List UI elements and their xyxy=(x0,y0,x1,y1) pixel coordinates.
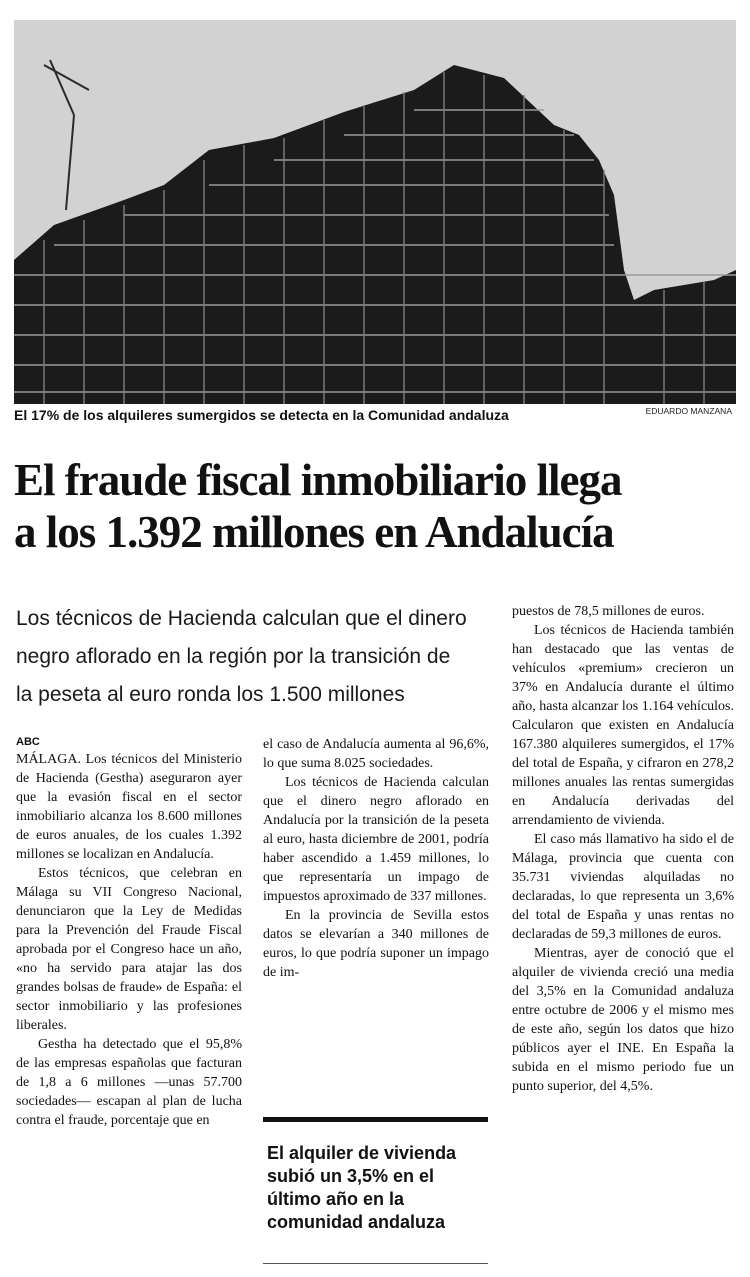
byline: ABC xyxy=(16,736,40,748)
subheadline-line: la peseta al euro ronda los 1.500 millones xyxy=(16,683,405,706)
paragraph: Los técnicos de Hacienda calculan que el dinero negro aflorado en Andalucía por la transición de la peseta al euro, hasta diciembre de 2001, podría haber ascendido a 1.459 millones, lo que representaría un impago de impuestos aproximado de 337 millones. xyxy=(263,775,489,904)
article-column-3 xyxy=(512,602,734,1096)
photo-credit: EDUARDO MANZANA xyxy=(645,406,732,416)
paragraph: Estos técnicos, que celebran en Málaga su VII Congreso Nacional, denunciaron que la Ley de Medidas para la Prevención del Fraude Fiscal aprobada por el Congreso hace un año, «no ha servido para atajar las dos grandes bolsas de fraude» de España: el sector inmobiliario y las profesiones liberales. xyxy=(16,866,242,1033)
headline xyxy=(14,454,739,558)
paragraph: El caso más llamativo ha sido el de Málaga, provincia que cuenta con 35.731 viviendas alquiladas no declaradas, lo que representa un 3,6% del total de España y unas rentas no declaradas de 59,3 millones de euros. xyxy=(512,832,734,942)
building-illustration xyxy=(14,20,736,404)
sidebar-box-title: El alquiler de vivienda subió un 3,5% en el último año en la comunidad andaluza xyxy=(267,1143,457,1232)
photo-caption: El 17% de los alquileres sumergidos se detecta en la Comunidad andaluza xyxy=(14,407,509,423)
paragraph: En la provincia de Sevilla estos datos se elevarían a 340 millones de euros, lo que podría suponer un impago de im- xyxy=(263,908,489,980)
sidebar-box-bottom-rule xyxy=(263,1263,488,1264)
paragraph: MÁLAGA. Los técnicos del Ministerio de Hacienda (Gestha) aseguraron ayer que la evasión fiscal en el sector inmobiliario alcanza los 8.600 millones de euros anuales, de los cuales 1.392 millones se localizan en Andalucía. xyxy=(16,752,242,862)
construction-photo xyxy=(14,20,736,404)
article-column-2 xyxy=(263,735,489,982)
subheadline-line: negro aflorado en la región por la transición de xyxy=(16,645,451,668)
subheadline xyxy=(16,600,496,714)
subheadline-line: Los técnicos de Hacienda calculan que el dinero xyxy=(16,607,467,630)
paragraph: Gestha ha detectado que el 95,8% de las empresas españolas que facturan de 1,8 a 6 millones —unas 57.700 sociedades— escapan al plan de lucha contra el fraude, porcentaje que en xyxy=(16,1037,242,1128)
sidebar-box-top-rule xyxy=(263,1117,488,1122)
headline-line: El fraude fiscal inmobiliario llega xyxy=(14,455,622,505)
article-column-1 xyxy=(16,735,242,1130)
paragraph: Mientras, ayer de conoció que el alquiler de vivienda creció una media del 3,5% en la Comunidad andaluza entre octubre de 2006 y el mismo mes de este año, según los datos que hizo públicos ayer el INE. En España la subida en el mismo periodo fue un punto superior, del 4,5%. xyxy=(512,946,734,1094)
paragraph: puestos de 78,5 millones de euros. xyxy=(512,604,705,619)
paragraph: el caso de Andalucía aumenta al 96,6%, lo que suma 8.025 sociedades. xyxy=(263,737,489,771)
headline-line: a los 1.392 millones en Andalucía xyxy=(14,507,614,557)
paragraph: Los técnicos de Hacienda también han destacado que las ventas de vehículos «premium» crecieron un 37% en Andalucía durante el último año, hasta alcanzar los 1.164 vehículos. Calcularon que existen en Andalucía 167.380 alquileres sumergidos, el 17% del total de España, y cifraron en 278,2 millones anuales las rentas sumergidas en Andalucía derivadas del arrendamiento de vivienda. xyxy=(512,623,734,828)
